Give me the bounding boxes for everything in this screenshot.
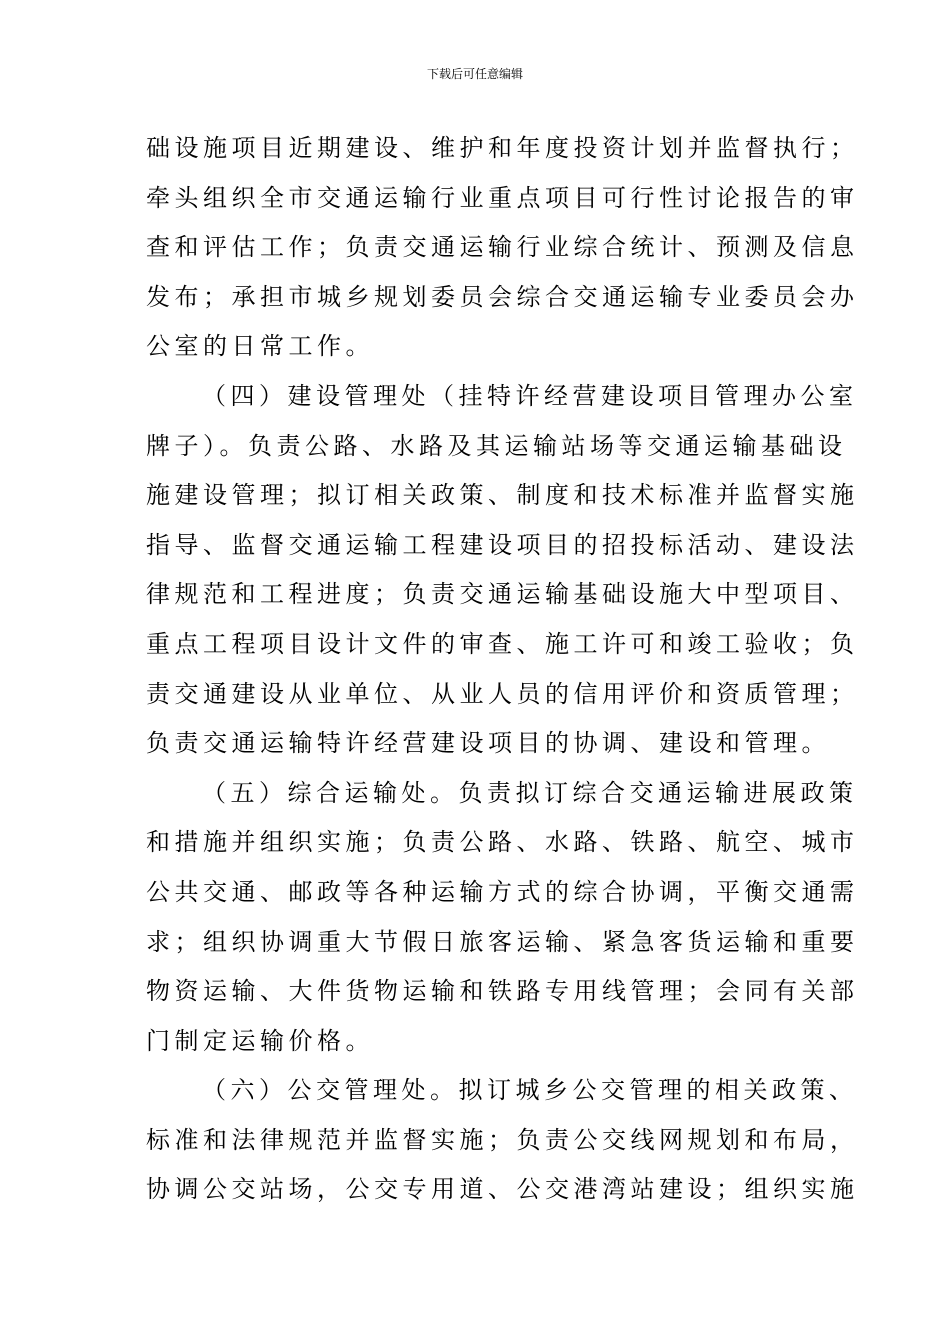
text-line: 门制定运输价格。	[146, 1026, 374, 1055]
document-body	[146, 124, 859, 1215]
text-line: 发布；承担市城乡规划委员会综合交通运输专业委员会办	[146, 282, 859, 311]
text-line: （五）综合运输处。负责拟订综合交通运输进展政策	[202, 778, 858, 807]
text-line: 标准和法律规范并监督实施；负责公交线网规划和布局，	[146, 1125, 859, 1154]
text-line: 协调公交站场，公交专用道、公交港湾站建设；组织实施	[146, 1175, 859, 1204]
text-line: 和措施并组织实施；负责公路、水路、铁路、航空、城市	[146, 828, 859, 857]
text-line: 施建设管理；拟订相关政策、制度和技术标准并监督实施	[146, 481, 859, 510]
text-line: 牵头组织全市交通运输行业重点项目可行性讨论报告的审	[146, 183, 859, 212]
paragraph-integrated-transport	[146, 769, 859, 1067]
text-line: 牌子）。负责公路、水路及其运输站场等交通运输基础设	[146, 431, 847, 460]
text-line: 公共交通、邮政等各种运输方式的综合协调，平衡交通需	[146, 877, 859, 906]
paragraph-continuation	[146, 124, 859, 372]
text-line: 查和评估工作；负责交通运输行业综合统计、预测及信息	[146, 233, 859, 262]
text-line: 责交通建设从业单位、从业人员的信用评价和资质管理；	[146, 679, 859, 708]
header-note: 下载后可任意编辑	[426, 67, 523, 81]
paragraph-construction-management	[146, 372, 859, 769]
text-line: 指导、监督交通运输工程建设项目的招投标活动、建设法	[146, 530, 859, 559]
text-line: 负责交通运输特许经营建设项目的协调、建设和管理。	[146, 729, 830, 758]
text-line: 础设施项目近期建设、维护和年度投资计划并监督执行；	[146, 134, 859, 162]
paragraph-public-transit-management	[146, 1066, 859, 1215]
text-line: （六）公交管理处。拟订城乡公交管理的相关政策、	[202, 1076, 858, 1105]
text-line: （四）建设管理处（挂特许经营建设项目管理办公室	[202, 381, 858, 410]
text-line: 公室的日常工作。	[146, 332, 374, 361]
text-line: 物资运输、大件货物运输和铁路专用线管理；会同有关部	[146, 977, 859, 1006]
text-line: 求；组织协调重大节假日旅客运输、紧急客货运输和重要	[146, 927, 859, 956]
text-line: 重点工程项目设计文件的审查、施工许可和竣工验收；负	[146, 629, 859, 658]
text-line: 律规范和工程进度；负责交通运输基础设施大中型项目、	[146, 580, 859, 609]
